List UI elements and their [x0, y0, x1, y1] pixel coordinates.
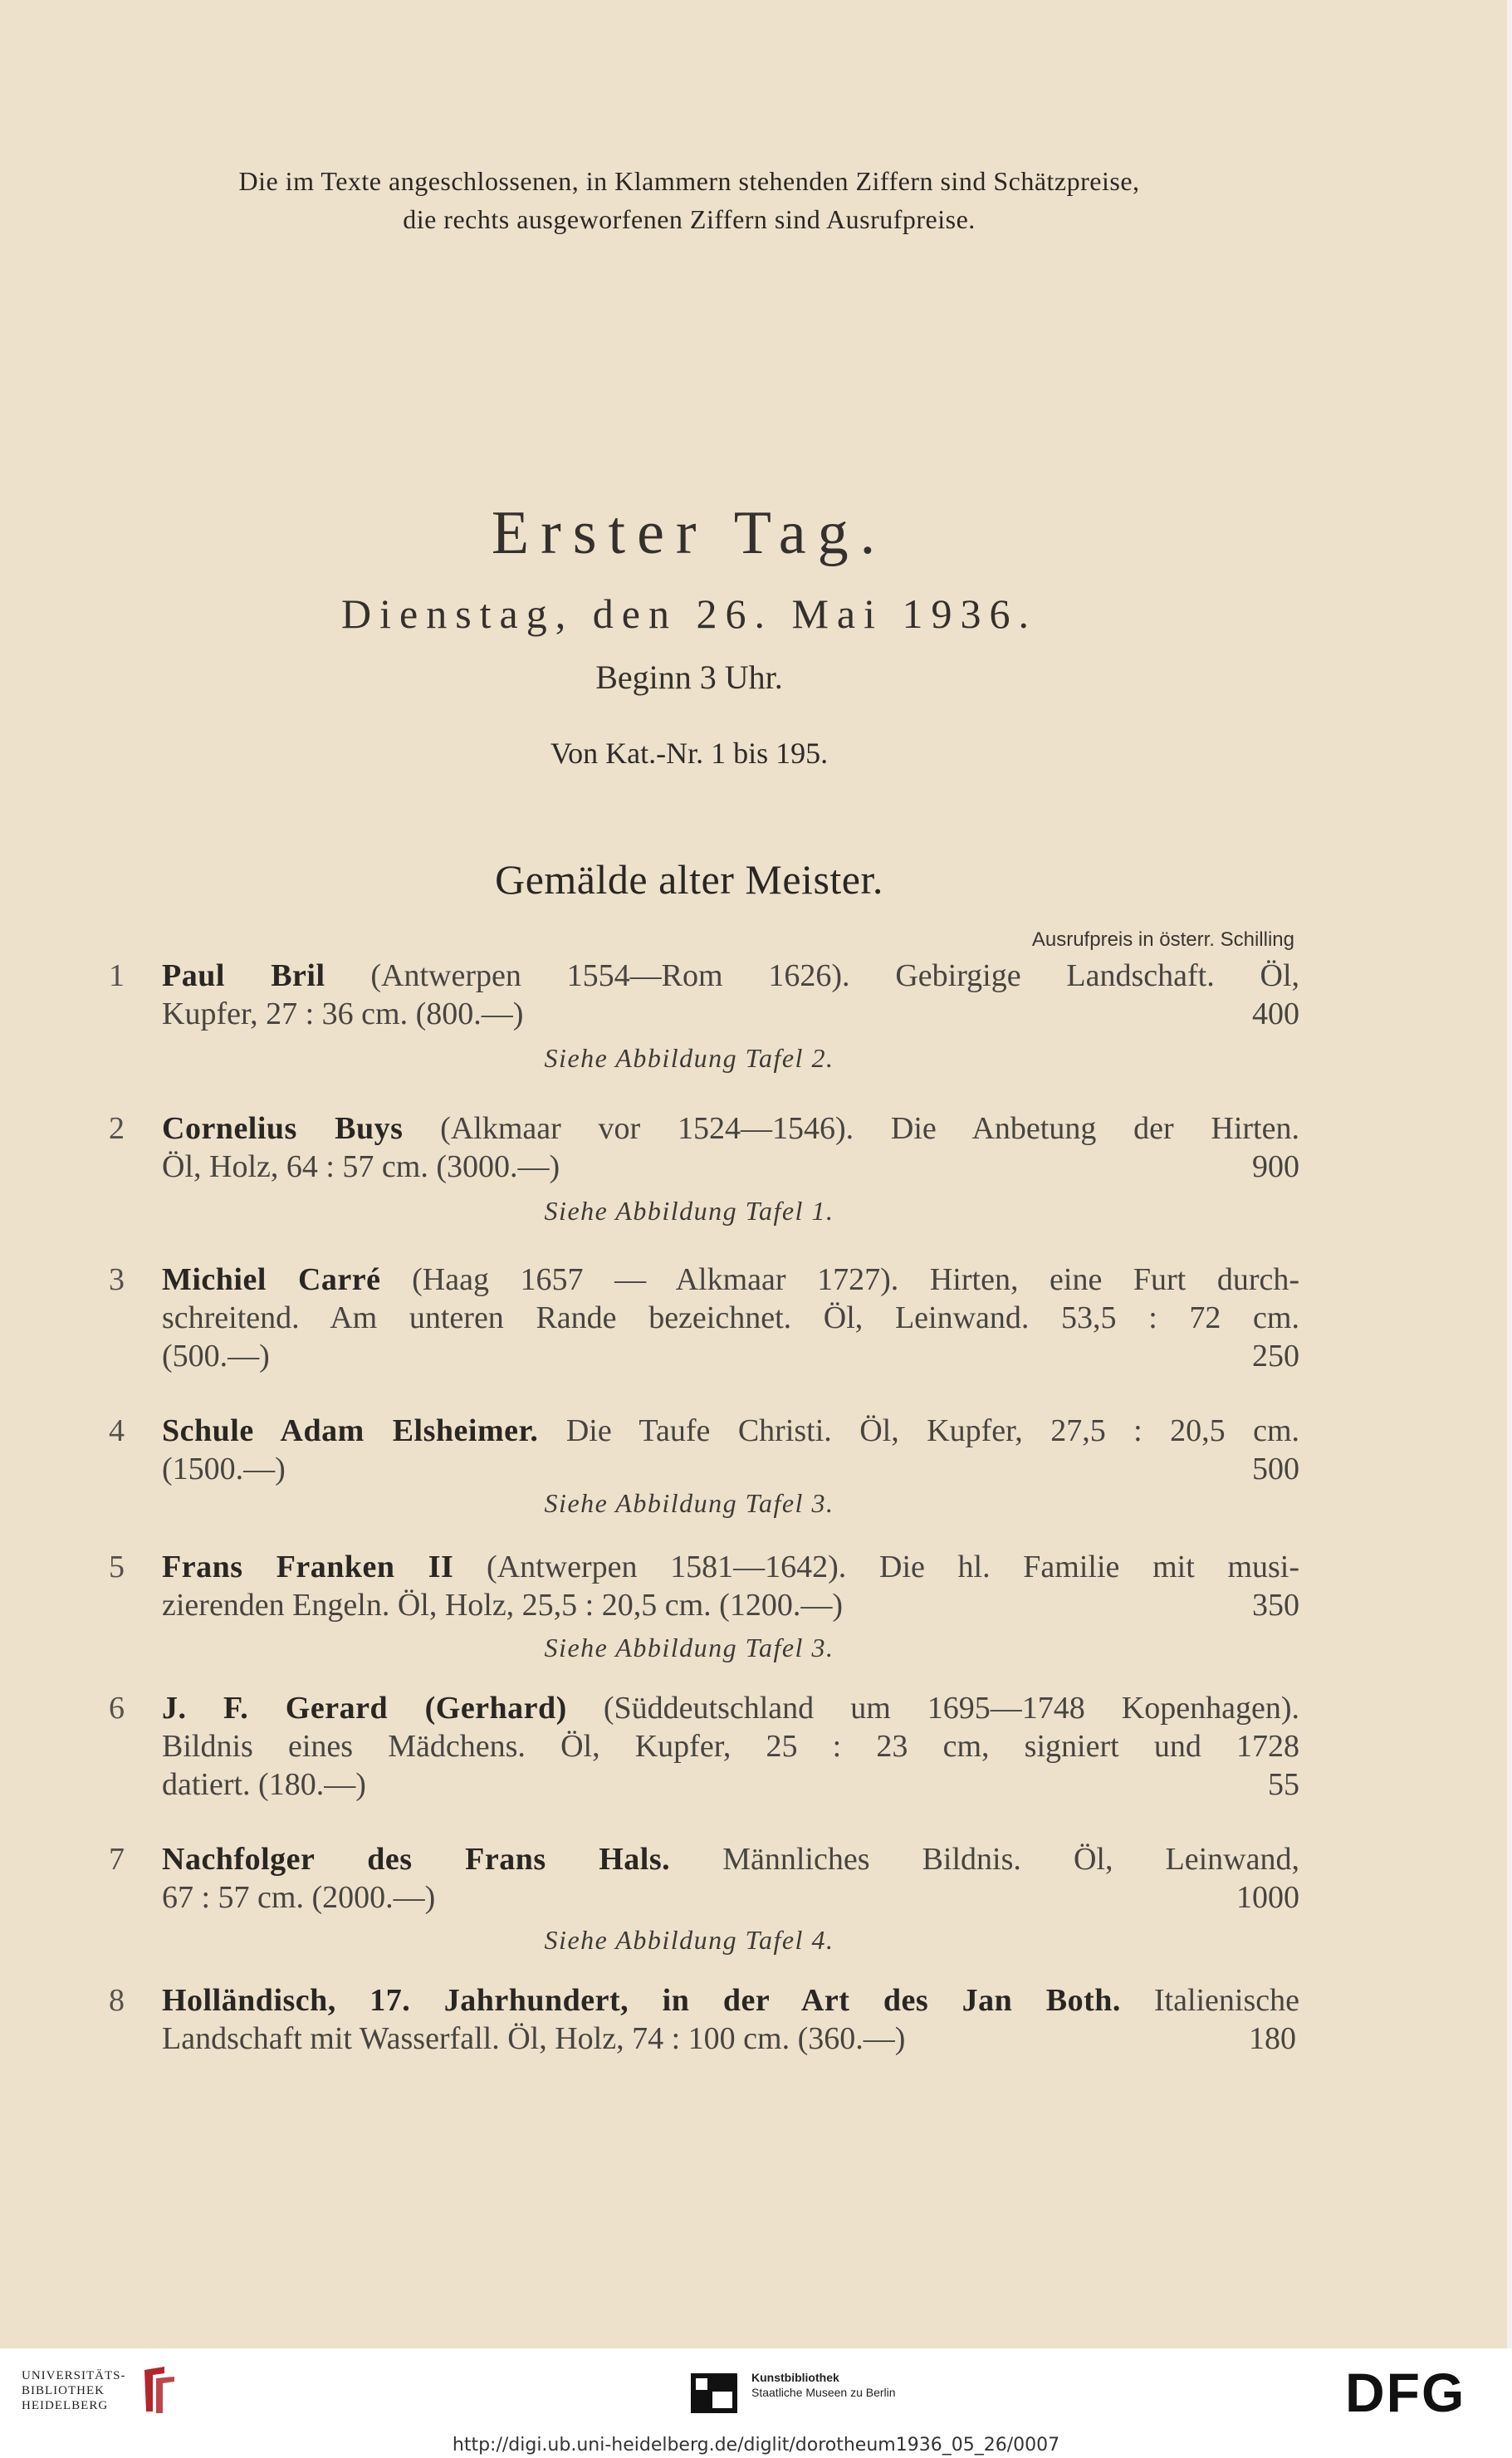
- catalog-entry: [109, 1548, 1299, 1624]
- catalog-entry: [109, 1412, 1299, 1488]
- entry-text: (1500.—): [162, 1452, 286, 1486]
- artist-name: Michiel Carré: [162, 1262, 381, 1297]
- scan-edge: [1507, 0, 1512, 2348]
- price-column-header: Ausrufpreis in österr. Schilling: [1031, 928, 1294, 951]
- entry-text: Landschaft mit Wasserfall. Öl, Holz, 74 : 100 cm. (360.—): [162, 2021, 906, 2056]
- entry-text: Italienische: [1153, 1983, 1299, 2018]
- entry-line-1: [109, 1261, 1299, 1299]
- entry-text: datiert. (180.—): [162, 1767, 366, 1802]
- entry-line-2: [162, 1878, 1299, 1917]
- plate-reference: Siehe Abbildung Tafel 2.: [544, 1043, 834, 1073]
- artist-name: Frans Franken II: [162, 1550, 454, 1584]
- entry-line-3: [162, 1765, 1299, 1804]
- starting-price: 350: [1252, 1588, 1299, 1623]
- plate-reference: Siehe Abbildung Tafel 1.: [544, 1196, 834, 1226]
- dfg-logo-icon: [1345, 2367, 1495, 2416]
- entry-text: Öl, Holz, 64 : 57 cm. (3000.—): [162, 1149, 560, 1184]
- catalog-entry: [109, 1981, 1299, 2058]
- kb-title: Kunstbibliothek: [751, 2371, 839, 2384]
- plate-reference: Siehe Abbildung Tafel 3.: [544, 1488, 834, 1518]
- entry-line-1: [109, 1109, 1299, 1148]
- starting-price: 400: [1252, 996, 1299, 1031]
- entry-text: (500.—): [162, 1339, 270, 1373]
- entry-number: 4: [109, 1413, 125, 1448]
- catalog-entry: [109, 1109, 1299, 1186]
- starting-price: 55: [1268, 1767, 1299, 1802]
- entry-line-3: [162, 1337, 1299, 1375]
- footer-bar: [0, 2348, 1512, 2435]
- header-note-line-1: Die im Texte angeschlossenen, in Klammern stehenden Ziffern sind Schätzpreise,: [238, 166, 1140, 196]
- kunstbibliothek-label: [751, 2370, 896, 2400]
- entry-number: 7: [109, 1842, 125, 1877]
- artist-name: Holländisch, 17. Jahrhundert, in der Art des Jan Both.: [162, 1983, 1121, 2018]
- auction-date: Dienstag, den 26. Mai 1936.: [341, 590, 1037, 637]
- entry-line-1: [109, 1840, 1299, 1878]
- entry-line-1: [109, 1689, 1300, 1727]
- entry-line-1: [109, 1412, 1299, 1450]
- entry-text: (Haag 1657 — Alkmaar 1727). Hirten, eine Furt durch-: [412, 1262, 1299, 1297]
- starting-price: 180: [1249, 2021, 1296, 2056]
- header-note-line-2: die rechts ausgeworfenen Ziffern sind Ausrufpreise.: [403, 204, 976, 234]
- entry-text: schreitend. Am unteren Rande bezeichnet. Öl, Leinwand. 53,5 : 72 cm.: [162, 1300, 1299, 1335]
- entry-text: 67 : 57 cm. (2000.—): [162, 1880, 436, 1915]
- plate-reference: Siehe Abbildung Tafel 4.: [544, 1925, 834, 1955]
- entry-line-2: [162, 995, 1299, 1033]
- catalog-entry: [109, 1689, 1300, 1804]
- artist-name: Paul Bril: [162, 958, 325, 993]
- entry-line-2: [162, 1727, 1299, 1765]
- ub-heidelberg-logo-icon: [139, 2363, 181, 2416]
- section-title: Gemälde alter Meister.: [495, 856, 883, 903]
- catalog-entry: [109, 957, 1300, 1033]
- entry-text: Die Taufe Christi. Öl, Kupfer, 27,5 : 20,5 cm.: [565, 1413, 1299, 1448]
- catalog-entry: [109, 1840, 1299, 1917]
- starting-price: 250: [1252, 1339, 1299, 1373]
- starting-price: 1000: [1236, 1880, 1299, 1915]
- entry-line-2: [162, 1148, 1299, 1186]
- artist-name: Nachfolger des Frans Hals.: [162, 1842, 671, 1877]
- ub-heidelberg-label: [22, 2368, 138, 2413]
- entry-line-1: [109, 1548, 1299, 1586]
- entry-line-2: [162, 1299, 1299, 1337]
- entry-line-2: [162, 2020, 1299, 2058]
- ub-line-3: HEIDELBERG: [22, 2399, 109, 2412]
- entry-line-2: [162, 1450, 1299, 1488]
- entry-line-2: [162, 1586, 1299, 1624]
- start-time: Beginn 3 Uhr.: [595, 659, 783, 696]
- entry-number: 1: [109, 958, 125, 993]
- plate-reference: Siehe Abbildung Tafel 3.: [544, 1633, 834, 1662]
- entry-number: 5: [109, 1550, 125, 1584]
- starting-price: 900: [1252, 1149, 1299, 1184]
- entry-text: (Antwerpen 1581—1642). Die hl. Familie mit musi-: [486, 1550, 1299, 1584]
- entry-line-1: [109, 957, 1300, 995]
- entry-text: Kupfer, 27 : 36 cm. (800.—): [162, 996, 524, 1031]
- entry-number: 3: [109, 1262, 125, 1297]
- entry-text: Bildnis eines Mädchens. Öl, Kupfer, 25 : 23 cm, signiert und 1728: [162, 1729, 1299, 1764]
- artist-name: Cornelius Buys: [162, 1111, 404, 1146]
- catalog-entry: [109, 1261, 1299, 1375]
- entry-text: (Alkmaar vor 1524—1546). Die Anbetung der Hirten.: [440, 1111, 1299, 1146]
- source-url[interactable]: http://digi.ub.uni-heidelberg.de/diglit/dorotheum1936_05_26/0007: [0, 2435, 1512, 2458]
- artist-name: J. F. Gerard (Gerhard): [162, 1691, 567, 1726]
- catalog-range: Von Kat.-Nr. 1 bis 195.: [550, 737, 829, 770]
- entry-text: (Antwerpen 1554—Rom 1626). Gebirgige Landschaft. Öl,: [370, 958, 1300, 993]
- artist-name: Schule Adam Elsheimer.: [162, 1413, 539, 1448]
- entry-text: zierenden Engeln. Öl, Holz, 25,5 : 20,5 cm. (1200.—): [162, 1588, 843, 1623]
- dfg-logo-text: DFG: [1345, 2367, 1466, 2416]
- ub-line-1: UNIVERSITÄTS-: [22, 2369, 126, 2382]
- entry-number: 2: [109, 1111, 125, 1146]
- kb-subtitle: Staatliche Museen zu Berlin: [751, 2386, 896, 2399]
- entry-number: 6: [109, 1691, 125, 1726]
- entry-text: Männliches Bildnis. Öl, Leinwand,: [722, 1842, 1299, 1877]
- day-title: Erster Tag.: [491, 499, 888, 567]
- starting-price: 500: [1252, 1452, 1299, 1486]
- entry-line-1: [109, 1981, 1299, 2020]
- kunstbibliothek-logo-icon: [691, 2373, 737, 2413]
- entry-text: (Süddeutschland um 1695—1748 Kopenhagen).: [603, 1691, 1300, 1726]
- entry-number: 8: [109, 1983, 125, 2018]
- ub-line-2: BIBLIOTHEK: [22, 2384, 105, 2397]
